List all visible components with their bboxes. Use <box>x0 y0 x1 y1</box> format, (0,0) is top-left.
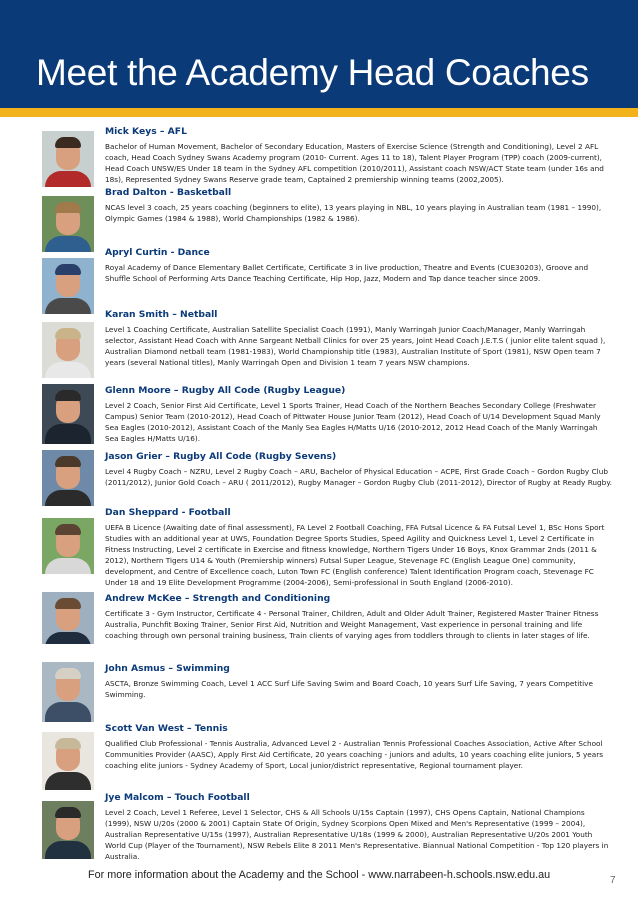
coach-name: Dan Sheppard - Football <box>105 507 231 518</box>
coach-description: Certificate 3 - Gym Instructor, Certificate 4 - Personal Trainer, Children, Adult and Older Adult Trainer, Registered Master Trainer Fitness Australia, Punchfit Boxing Trainer, Senior First Aid, Nutrition and Weight Management, Vast experience in personal training and life coaching through own personal training business, Train clients of varying ages from toddlers through to clients in later stages of life. <box>105 609 599 641</box>
coach-name: Mick Keys – AFL <box>105 126 187 137</box>
coach-photo <box>42 450 94 506</box>
coach-description: UEFA B Licence (Awaiting date of final assessment), FA Level 2 Football Coaching, FFA Futsal Licence & FA Futsal Level 1, BSc Hons Sport Studies with an additional year at UWS, Foundation Degree Sports Studies, Speed Agility and Quickness Level 1, Level 2 Certificate in Fitness Instructing, Level 2 certificate in Exercise and fitness knowledge, Northern Tigers Under 16 Boys, Knox Grammar 2nds (2011 & 2012), Northern Tigers U14 & Youth (Premiership winners) Futsal Super League, Stevenage FC (English League One) community, development, and Centre of Excellence coach, Luton Town FC (English conference) Talent Identification Program coach, Stevenage FC Under 18 and 19 Elite Development Programme (2004-2006), Semi-professional in South England (2006-2010). <box>105 523 605 588</box>
coach-name: Scott Van West – Tennis <box>105 723 228 734</box>
coach-name: Glenn Moore – Rugby All Code (Rugby League) <box>105 385 346 396</box>
coach-name: Brad Dalton - Basketball <box>105 187 232 198</box>
page-title: Meet the Academy Head Coaches <box>36 52 589 93</box>
coach-photo <box>42 322 94 378</box>
coach-photo <box>42 592 94 644</box>
coach-name: Jye Malcom – Touch Football <box>105 792 250 803</box>
coach-description: Level 2 Coach, Senior First Aid Certificate, Level 1 Sports Trainer, Head Coach of the Northern Beaches Secondary College (Freshwater Campus) Senior Team (2010-2012), Head Coach of Pittwater House Junior Team (2012), Head Coach of U/14 Development Squad Manly Sea Eagles (2010-2012), Assistant Coach of the Manly Sea Eagles H/Matts U/16 (2010-2012, 2012 Head Coach of the Manly Warringah Sea Eagles H/Matts U/16). <box>105 401 601 444</box>
coach-description: NCAS level 3 coach, 25 years coaching (beginners to elite), 13 years playing in NBL, 10 years playing in Australian team (1981 – 1990), Olympic Games (1984 & 1988), World Championships (1982 & 1986). <box>105 203 602 224</box>
coach-name: Andrew McKee – Strength and Conditioning <box>105 593 331 604</box>
coach-description: Level 1 Coaching Certificate, Australian Satellite Specialist Coach (1991), Manly Warringah Junior Coach/Manager, Manly Warringah selector, Assistant Head Coach with Anne Sargeant Netball Clinics for over 25 years, Joint Head Coach J.E.T.S ( junior elite talent squad ), Australian Diamond netball team (1981-1983), World Championship title (1983), Australian Institute of Sport (1981), NSW Open team 7 years (several National titles), Manly Warringah Open and Division 1 team 7 years NSW champions. <box>105 325 606 368</box>
header-stripe <box>0 108 638 117</box>
coach-name: John Asmus – Swimming <box>105 663 230 674</box>
coach-description: Level 4 Rugby Coach – NZRU, Level 2 Rugby Coach – ARU, Bachelor of Physical Education – ACPE, First Grade Coach – Gordon Rugby Club (2011/2012), Junior Gold Coach – ARU ( 2011/2012), Rugby Manager – Gordon Rugby Club (2011-2012), Director of Rugby at Ready Rugby. <box>105 467 612 488</box>
coach-photo <box>42 518 94 574</box>
coach-photo <box>42 196 94 252</box>
coach-description: ASCTA, Bronze Swimming Coach, Level 1 ACC Surf Life Saving Swim and Board Coach, 10 years Surf Life Saving, 7 years Competitive Swimming. <box>105 679 593 700</box>
header-banner <box>0 0 638 108</box>
coach-description: Bachelor of Human Movement, Bachelor of Secondary Education, Masters of Exercise Science (Strength and Conditioning), Level 2 AFL coach, Head Coach Sydney Swans Academy program (2010- Current. Ages 11 to 18), Talent Player Program (TPP) coach (2009-current), Head Coach UNSW/ES Under 18 team in the Sydney AFL competition (2010/2011), Assistant coach NSW/ACT State team (under 16s and 18s), Represented Sydney Swans Reserve grade team, Captained 2 premiership winning teams (2002,2005). <box>105 142 604 185</box>
coach-photo <box>42 662 94 722</box>
coach-name: Jason Grier – Rugby All Code (Rugby Sevens) <box>105 451 337 462</box>
footer-text: For more information about the Academy and the School - www.narrabeen-h.schools.nsw.edu.au <box>88 869 551 881</box>
coach-description: Royal Academy of Dance Elementary Ballet Certificate, Certificate 3 in live production, Theatre and Events (CUE30203), Groove and Shuffle School of Performing Arts Dance Teaching Certificate, Hip Hop, Jazz, Modern and Tap dance teacher since 2009. <box>105 263 589 284</box>
coach-photo <box>42 384 94 444</box>
coach-name: Karan Smith – Netball <box>105 309 218 320</box>
page-number: 7 <box>610 875 616 886</box>
coach-photo <box>42 131 94 187</box>
coach-description: Qualified Club Professional - Tennis Australia, Advanced Level 2 - Australian Tennis Professional Coaches Association, Active After School Communities Provider (AASC), Apply First Aid Certificate, 20 years coaching - juniors and adults, 10 years coaching elite juniors, 5 years coaching elite juniors - Sydney Academy of Sport, Local junior/district representative, Regional tournament player. <box>105 739 604 771</box>
coach-name: Apryl Curtin - Dance <box>105 247 210 258</box>
coach-photo <box>42 732 94 790</box>
coach-description: Level 2 Coach, Level 1 Referee, Level 1 Selector, CHS & All Schools U/15s Captain (1997), CHS Opens Captain, National Champions (1999), NSW U/20s (2000 & 2001) Captain State Of Origin, Sydney Scorpions Open Mixed and Men's Representative (1999 – 2004), Australian Representative U/15s (1997), Australian Representative U/18s (1999 & 2000), Australian Representative U/20s 2001 Youth World Cup (Player of the Tournament), NSW Rebels Elite 8 2011 Men's Representative. Biannual National Competition - Top 120 players in Australia. <box>105 808 609 862</box>
coach-photo <box>42 801 94 859</box>
coach-photo <box>42 258 94 314</box>
